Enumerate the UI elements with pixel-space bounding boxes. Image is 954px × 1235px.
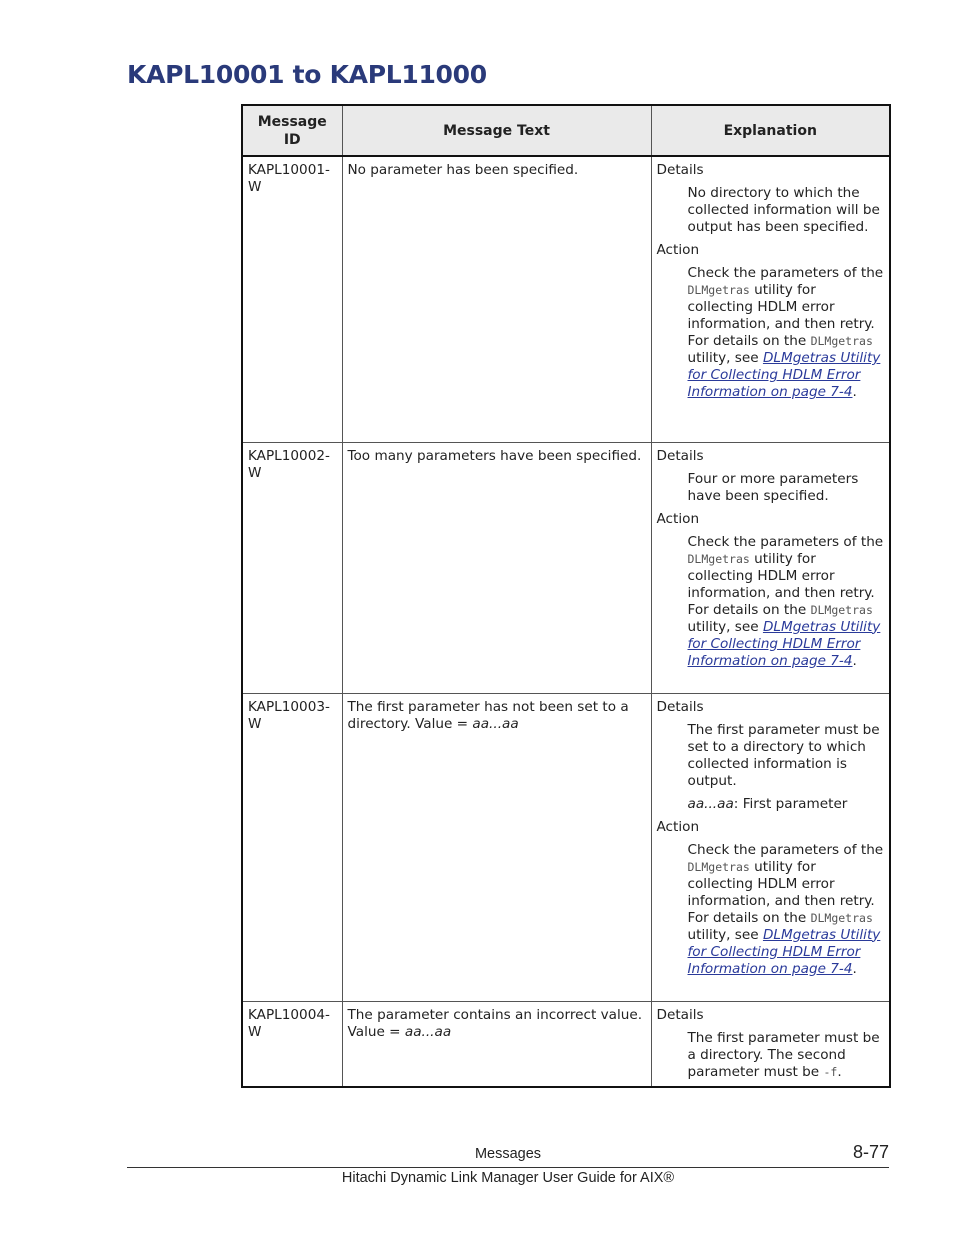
page-number: 8-77 <box>852 1142 889 1162</box>
option-code: -f <box>823 1064 838 1079</box>
reference-link[interactable]: DLMgetras Utility for Collecting HDLM Error Information on page 7-4 <box>687 350 881 400</box>
utility-code: DLMgetras <box>810 334 873 348</box>
details-text: The first parameter must be a directory. The second parameter must be -f. <box>687 1029 880 1080</box>
explanation-cell <box>651 442 890 693</box>
action-text: Check the parameters of the DLMgetras utility for collecting HDLM error information, and then retry. For details on the DLMgetras utility, see DLMgetras Utility for Collecting HDLM Error Information on page 7-4. <box>687 265 884 400</box>
utility-code: DLMgetras <box>687 283 750 297</box>
message-id-cell: KAPL10004-W <box>242 1001 342 1087</box>
details-label: Details <box>656 1006 704 1023</box>
utility-code: DLMgetras <box>687 551 750 566</box>
table-row <box>242 156 890 442</box>
details-text: The first parameter must be set to a directory to which collected information is output. <box>687 721 880 789</box>
message-table <box>241 104 891 1088</box>
details-label: Details <box>656 162 704 178</box>
explanation-cell <box>651 156 890 442</box>
action-label: Action <box>656 242 700 258</box>
utility-code: DLMgetras <box>810 602 873 617</box>
action-label: Action <box>656 510 700 527</box>
footer-divider <box>127 1167 889 1168</box>
table-header-row <box>242 105 890 156</box>
action-label: Action <box>656 818 700 835</box>
value-variable: aa...aa <box>404 1023 452 1040</box>
details-text: Four or more parameters have been specified. <box>687 470 859 504</box>
value-variable: aa...aa <box>472 715 519 732</box>
header-explanation: Explanation <box>651 105 890 156</box>
table-row <box>242 1001 890 1087</box>
message-id-cell: KAPL10001-W <box>242 156 342 442</box>
message-text-cell: Too many parameters have been specified. <box>342 442 651 693</box>
table-row <box>242 442 890 693</box>
reference-link[interactable]: DLMgetras Utility for Collecting HDLM Error Information on page 7-4 <box>687 926 881 977</box>
header-message-id: Message ID <box>242 105 342 156</box>
message-text-cell: The parameter contains an incorrect value. Value = aa...aa <box>342 1001 651 1087</box>
reference-link[interactable]: DLMgetras Utility for Collecting HDLM Error Information on page 7-4 <box>687 618 881 669</box>
message-id-cell: KAPL10002-W <box>242 442 342 693</box>
details-label: Details <box>656 447 704 464</box>
explanation-cell <box>651 693 890 1001</box>
message-text-cell: The first parameter has not been set to a directory. Value = aa...aa <box>342 693 651 1001</box>
details-text: No directory to which the collected information will be output has been specified. <box>687 185 880 235</box>
utility-code: DLMgetras <box>810 910 873 925</box>
table-row <box>242 693 890 1001</box>
variable-description: aa...aa: First parameter <box>687 795 848 812</box>
utility-code: DLMgetras <box>687 859 750 874</box>
explanation-cell <box>651 1001 890 1087</box>
action-text: Check the parameters of the DLMgetras utility for collecting HDLM error information, and then retry. For details on the DLMgetras utility, see DLMgetras Utility for Collecting HDLM Error Information on page 7-4. <box>687 533 884 669</box>
footer-section-name: Messages <box>474 1146 542 1162</box>
message-id-cell: KAPL10003-W <box>242 693 342 1001</box>
details-label: Details <box>656 698 704 715</box>
action-text: Check the parameters of the DLMgetras utility for collecting HDLM error information, and then retry. For details on the DLMgetras utility, see DLMgetras Utility for Collecting HDLM Error Information on page 7-4. <box>687 841 884 977</box>
message-text-cell: No parameter has been specified. <box>342 156 651 442</box>
book-title: Hitachi Dynamic Link Manager User Guide for AIX® <box>341 1170 675 1186</box>
page-title: KAPL10001 to KAPL11000 <box>127 60 487 89</box>
header-message-text: Message Text <box>342 105 651 156</box>
